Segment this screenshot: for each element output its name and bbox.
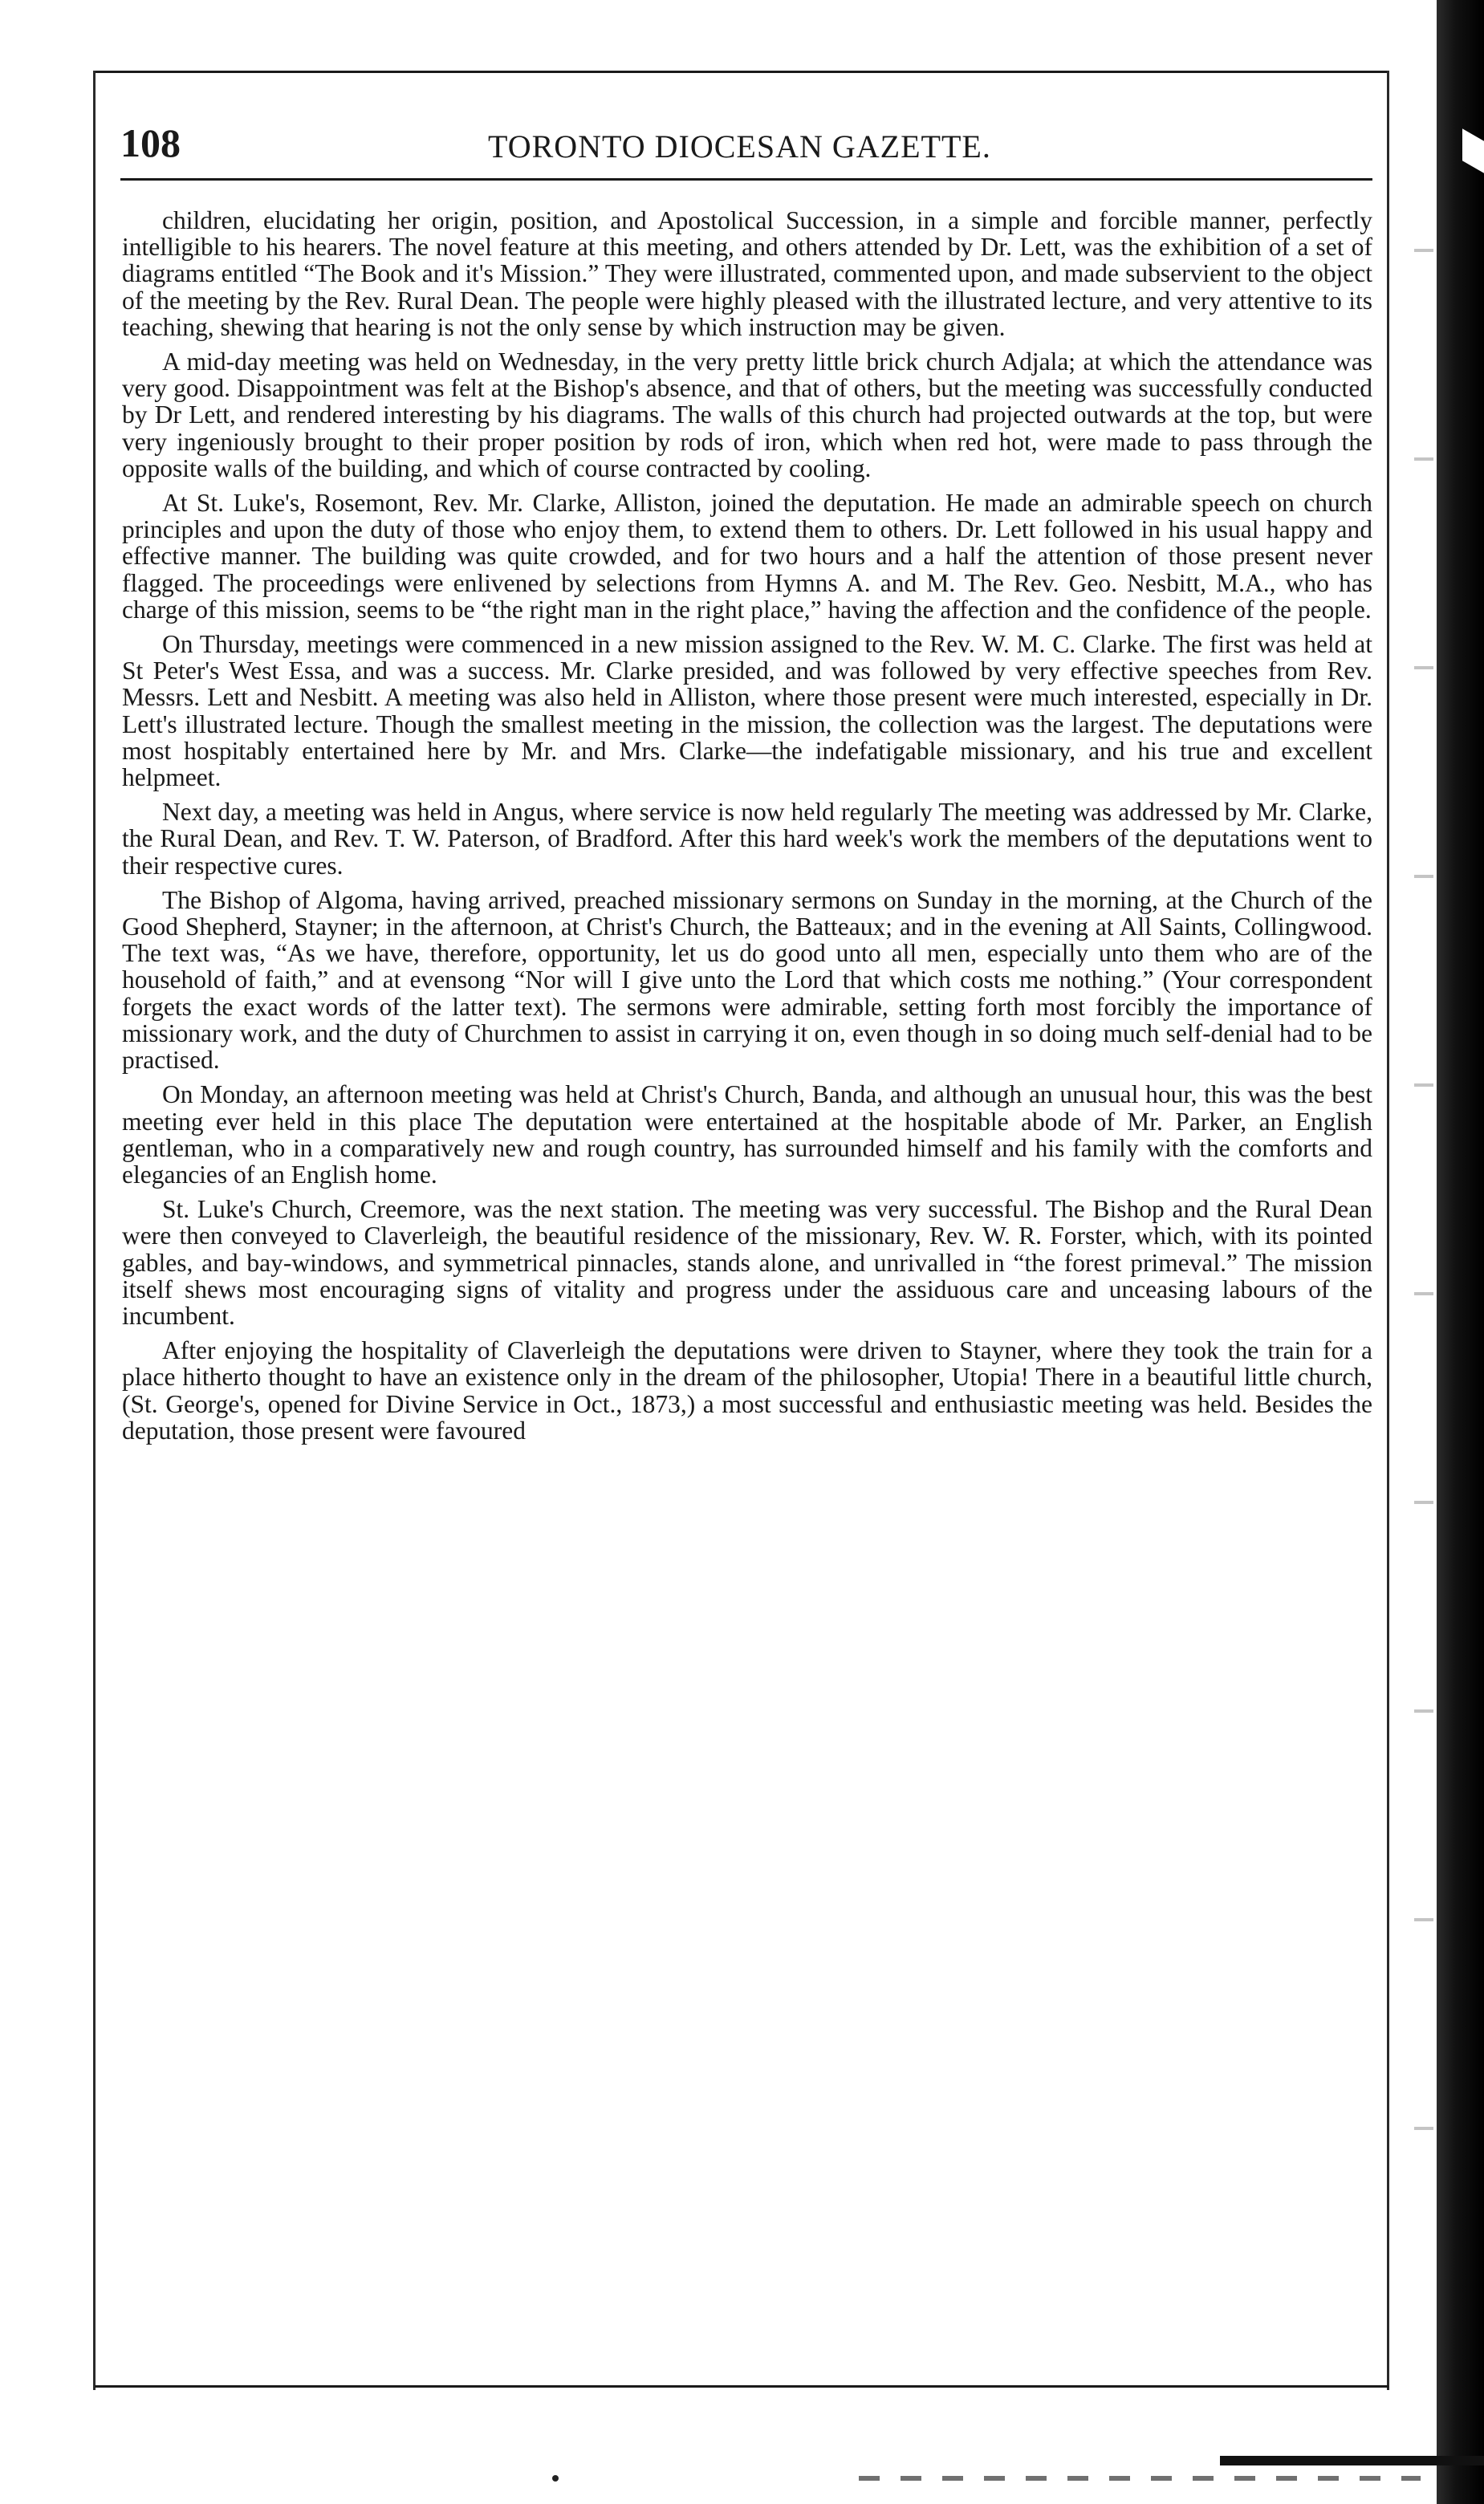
article-body [122,207,1372,1452]
paragraph: children, elucidating her origin, position, and Apostolical Succession, in a simple and forcible manner, perfectly intelligible to his hearers. The novel feature at this meeting, and others attended by Dr. Lett, was the exhibition of a set of diagrams entitled “The Book and it's Mission.” They were illustrated, commented upon, and made subservient to the object of the meeting by the Rev. Rural Dean. The people were highly pleased with the illustrated lecture, and very attentive to its teaching, shewing that hearing is not the only sense by which instruction may be given. [122,206,1372,341]
page-frame-top-rule [95,71,1388,73]
bottom-dot [552,2475,559,2482]
running-title: TORONTO DIOCESAN GAZETTE. [488,128,991,165]
paragraph: On Thursday, meetings were commenced in a new mission assigned to the Rev. W. M. C. Clarke. The first was held at St Peter's West Essa, and was a success. Mr. Clarke presided, and was followed by very effective speeches from Rev. Messrs. Lett and Nesbitt. A meeting was also held in Alliston, where those present were much interested, especially in Dr. Lett's illustrated lecture. Though the smallest meeting in the mission, the collection was the largest. The deputations were most hospitably entertained here by Mr. and Mrs. Clarke—the indefatigable missionary, and his true and excellent helpmeet. [122,630,1372,792]
paragraph: After enjoying the hospitality of Claverleigh the deputations were driven to Stayner, where they took the train for a place hitherto thought to have an existence only in the dream of the philosopher, Utopia! There in a beautiful little church, (St. George's, opened for Divine Service in Oct., 1873,) a most successful and enthusiastic meeting was held. Besides the deputation, those present were favoured [122,1336,1372,1445]
paragraph: A mid-day meeting was held on Wednesday, in the very pretty little brick church Adjala; at which the attendance was very good. Disappointment was felt at the Bishop's absence, and that of others, but the meeting was successfully conducted by Dr Lett, and rendered interesting by his diagrams. The walls of this church had projected outwards at the top, but were very ingeniously brought to their proper position by rods of iron, which when red hot, were made to pass through the opposite walls of the building, and which of course contracted by cooling. [122,348,1372,482]
page-number: 108 [120,120,181,165]
paragraph: Next day, a meeting was held in Angus, where service is now held regularly The meeting was addressed by Mr. Clarke, the Rural Dean, and Rev. T. W. Paterson, of Bradford. After this hard week's work the members of the deputations went to their respective cures. [122,798,1372,880]
scan-bottom-bar [1220,2456,1484,2465]
scan-edge-shadow [1437,0,1484,2504]
paragraph: At St. Luke's, Rosemont, Rev. Mr. Clarke, Alliston, joined the deputation. He made an admirable speech on church principles and upon the duty of those who enjoy them, to extend them to others. Dr. Lett followed in his usual happy and effective manner. The building was quite crowded, and for two hours and a half the attention of those present never flagged. The proceedings were enlivened by selections from Hymns A. and M. The Rev. Geo. Nesbitt, M.A., who has charge of this mission, seems to be “the right man in the right place,” having the affection and the confidence of the people. [122,489,1372,624]
page-frame-bottom-rule [95,2385,1388,2388]
paragraph: The Bishop of Algoma, having arrived, preached missionary sermons on Sunday in the morning, at the Church of the Good Shepherd, Stayner; in the afternoon, at Christ's Church, the Batteaux; and in the evening at All Saints, Collingwood. The text was, “As we have, therefore, opportunity, let us do good unto all men, especially unto them who are of the household of faith,” and at evensong “Nor will I give unto the Lord that which costs me nothing.” (Your correspondent forgets the exact words of the latter text). The sermons were admirable, setting forth most forcibly the importance of missionary work, and the duty of Churchmen to assist in carrying it on, even though in so doing much self-denial had to be practised. [122,885,1372,1075]
scan-bottom-marks [859,2476,1421,2481]
page-frame-right-rule [1387,71,1389,2390]
scan-edge-marks [1414,152,1433,2319]
paragraph: St. Luke's Church, Creemore, was the next station. The meeting was very successful. The Bishop and the Rural Dean were then conveyed to Claverleigh, the beautiful residence of the missionary, Rev. W. R. Forster, which, with its pointed gables, and bay-windows, and symmetrical pinnacles, stands alone, and unrivalled in “the forest primeval.” The mission itself shews most encouraging signs of vitality and progress under the assiduous care and unceasing labours of the incumbent. [122,1195,1372,1330]
header-rule [120,178,1372,181]
paragraph: On Monday, an afternoon meeting was held at Christ's Church, Banda, and although an unusual hour, this was the best meeting ever held in this place The deputation were entertained at the hospitable abode of Mr. Parker, an English gentleman, who in a comparatively new and rough country, has surrounded himself and his family with the comforts and elegancies of an English home. [122,1080,1372,1189]
page-frame-left-rule [93,71,96,2390]
